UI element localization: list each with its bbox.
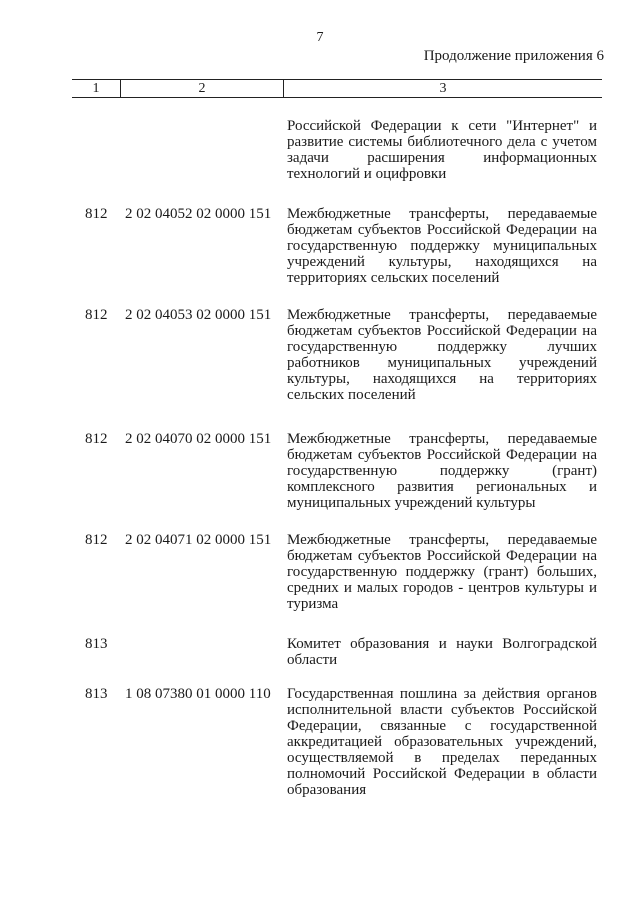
revenue-description: Межбюджетные трансферты, передаваемые бюджетам субъектов Российской Федерации на государственную поддержку (грант) комплексного развития региональных и муниципальных учреждений культуры	[287, 431, 597, 511]
revenue-code: 2 02 04053 02 0000 151	[125, 307, 272, 323]
revenue-code: 2 02 04052 02 0000 151	[125, 206, 272, 222]
revenue-description: Государственная пошлина за действия органов исполнительной власти субъектов Российской Федерации, связанные с государственной аккредитацией образовательных учреждений, осуществляемой в пределах переданных полномочий Российской Федерации в области образования	[287, 686, 597, 798]
revenue-description: Межбюджетные трансферты, передаваемые бюджетам субъектов Российской Федерации на государственную поддержку лучших работников муниципальных учреждений культуры, находящихся на территориях сельских поселений	[287, 307, 597, 403]
revenue-description: Межбюджетные трансферты, передаваемые бюджетам субъектов Российской Федерации на государственную поддержку (грант) больших, средних и малых городов - центров культуры и туризма	[287, 532, 597, 612]
administrator-code: 812	[85, 532, 108, 548]
revenue-description: Межбюджетные трансферты, передаваемые бюджетам субъектов Российской Федерации на государственную поддержку муниципальных учреждений культуры, находящихся на территориях сельских поселений	[287, 206, 597, 286]
appendix-continuation-note: Продолжение приложения 6	[423, 48, 604, 64]
column-header-3: 3	[439, 81, 447, 96]
revenue-code: 1 08 07380 01 0000 110	[125, 686, 271, 702]
administrator-code: 812	[85, 431, 108, 447]
revenue-code: 2 02 04070 02 0000 151	[125, 431, 272, 447]
administrator-code: 813	[85, 636, 108, 652]
column-header-1: 1	[92, 81, 100, 96]
column-header-2: 2	[198, 81, 206, 96]
revenue-code: 2 02 04071 02 0000 151	[125, 532, 272, 548]
administrator-code: 813	[85, 686, 108, 702]
table-header-row	[72, 79, 602, 98]
administrator-code: 812	[85, 206, 108, 222]
revenue-description: Комитет образования и науки Волгоградской области	[287, 636, 597, 668]
revenue-description: Российской Федерации к сети "Интернет" и развитие системы библиотечного дела с учетом задачи расширения информационных технологий и оцифровки	[287, 118, 597, 182]
administrator-code: 812	[85, 307, 108, 323]
page-number: 7	[316, 30, 324, 45]
